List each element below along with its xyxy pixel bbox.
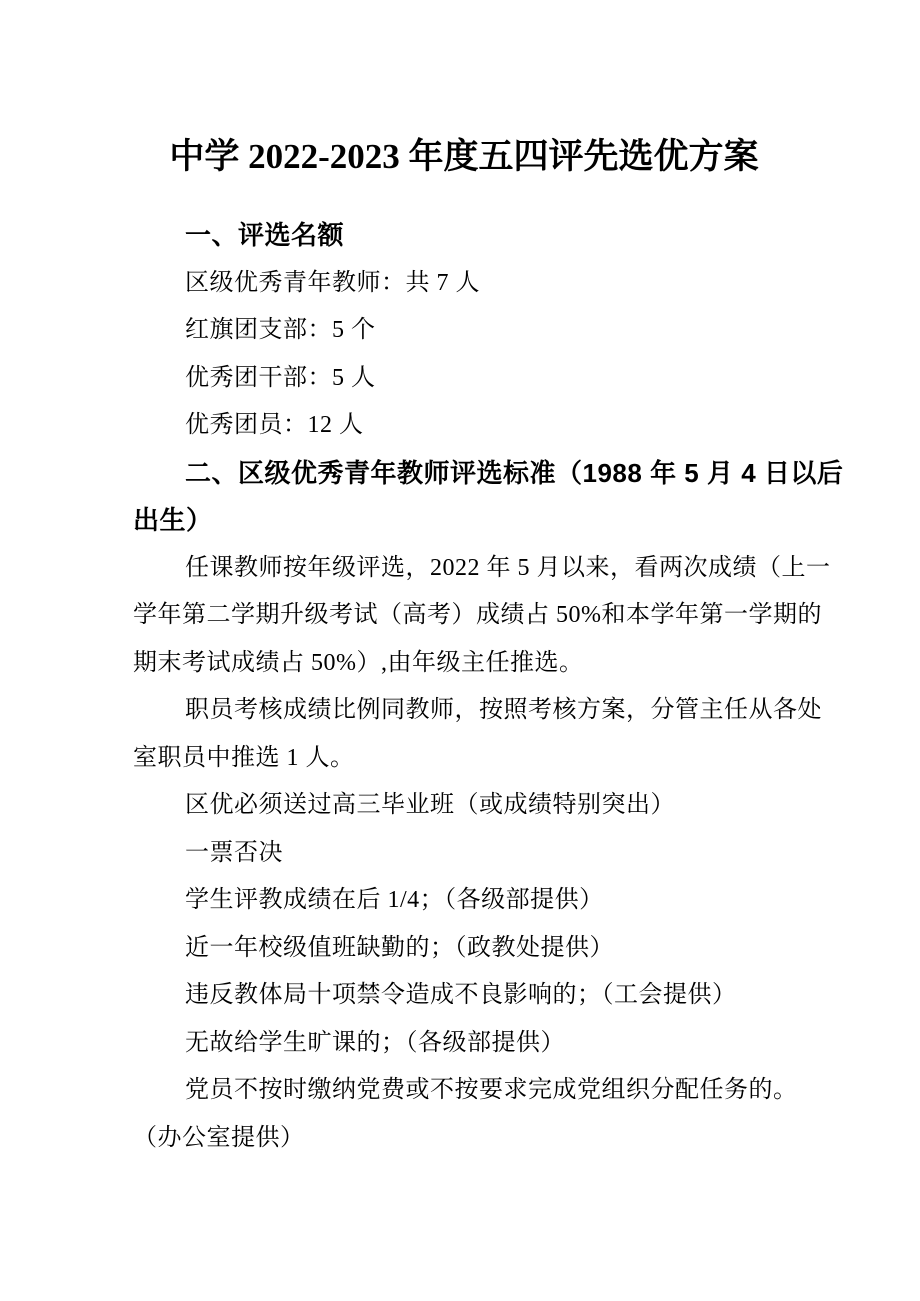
paragraph-line: 任课教师按年级评选，2022 年 5 月以来，看两次成绩（上一 [185,554,831,581]
section-heading-2-line-1: 二、区级优秀青年教师评选标准（1988 年 5 月 4 日以后 [185,457,844,488]
veto-item-line: 近一年校级值班缺勤的；（政教处提供） [185,934,614,961]
quota-line-teachers: 区级优秀青年教师：共 7 人 [185,269,480,296]
document-title: 中学 2022-2023 年度五四评先选优方案 [169,137,759,176]
paragraph-line: 期末考试成绩占 50%）,由年级主任推选。 [133,649,584,676]
paragraph-line: 职员考核成绩比例同教师，按照考核方案，分管主任从各处 [185,697,822,723]
quota-line-members: 优秀团员：12 人 [185,412,364,438]
veto-item-line: 违反教体局十项禁令造成不良影响的；（工会提供） [185,982,737,1008]
quota-line-branches: 红旗团支部：5 个 [185,317,376,343]
veto-item-line: （办公室提供） [133,1124,305,1151]
paragraph-line: 室职员中推选 1 人。 [133,744,355,771]
paragraph-line: 区优必须送过高三毕业班（或成绩特别突出） [185,792,675,818]
veto-item-line: 无故给学生旷课的；（各级部提供） [185,1029,565,1056]
section-heading-2-line-2: 出生） [133,505,213,535]
quota-line-cadres: 优秀团干部：5 人 [185,364,376,391]
section-heading-1: 一、评选名额 [185,220,345,250]
veto-item-line: 学生评教成绩在后 1/4；（各级部提供） [185,887,604,913]
document-body [133,212,844,1162]
paragraph-line: 学年第二学期升级考试（高考）成绩占 50%和本学年第一学期的 [133,602,822,628]
veto-item-line: 党员不按时缴纳党费或不按要求完成党组织分配任务的。 [185,1077,798,1103]
veto-heading-line: 一票否决 [185,839,283,866]
